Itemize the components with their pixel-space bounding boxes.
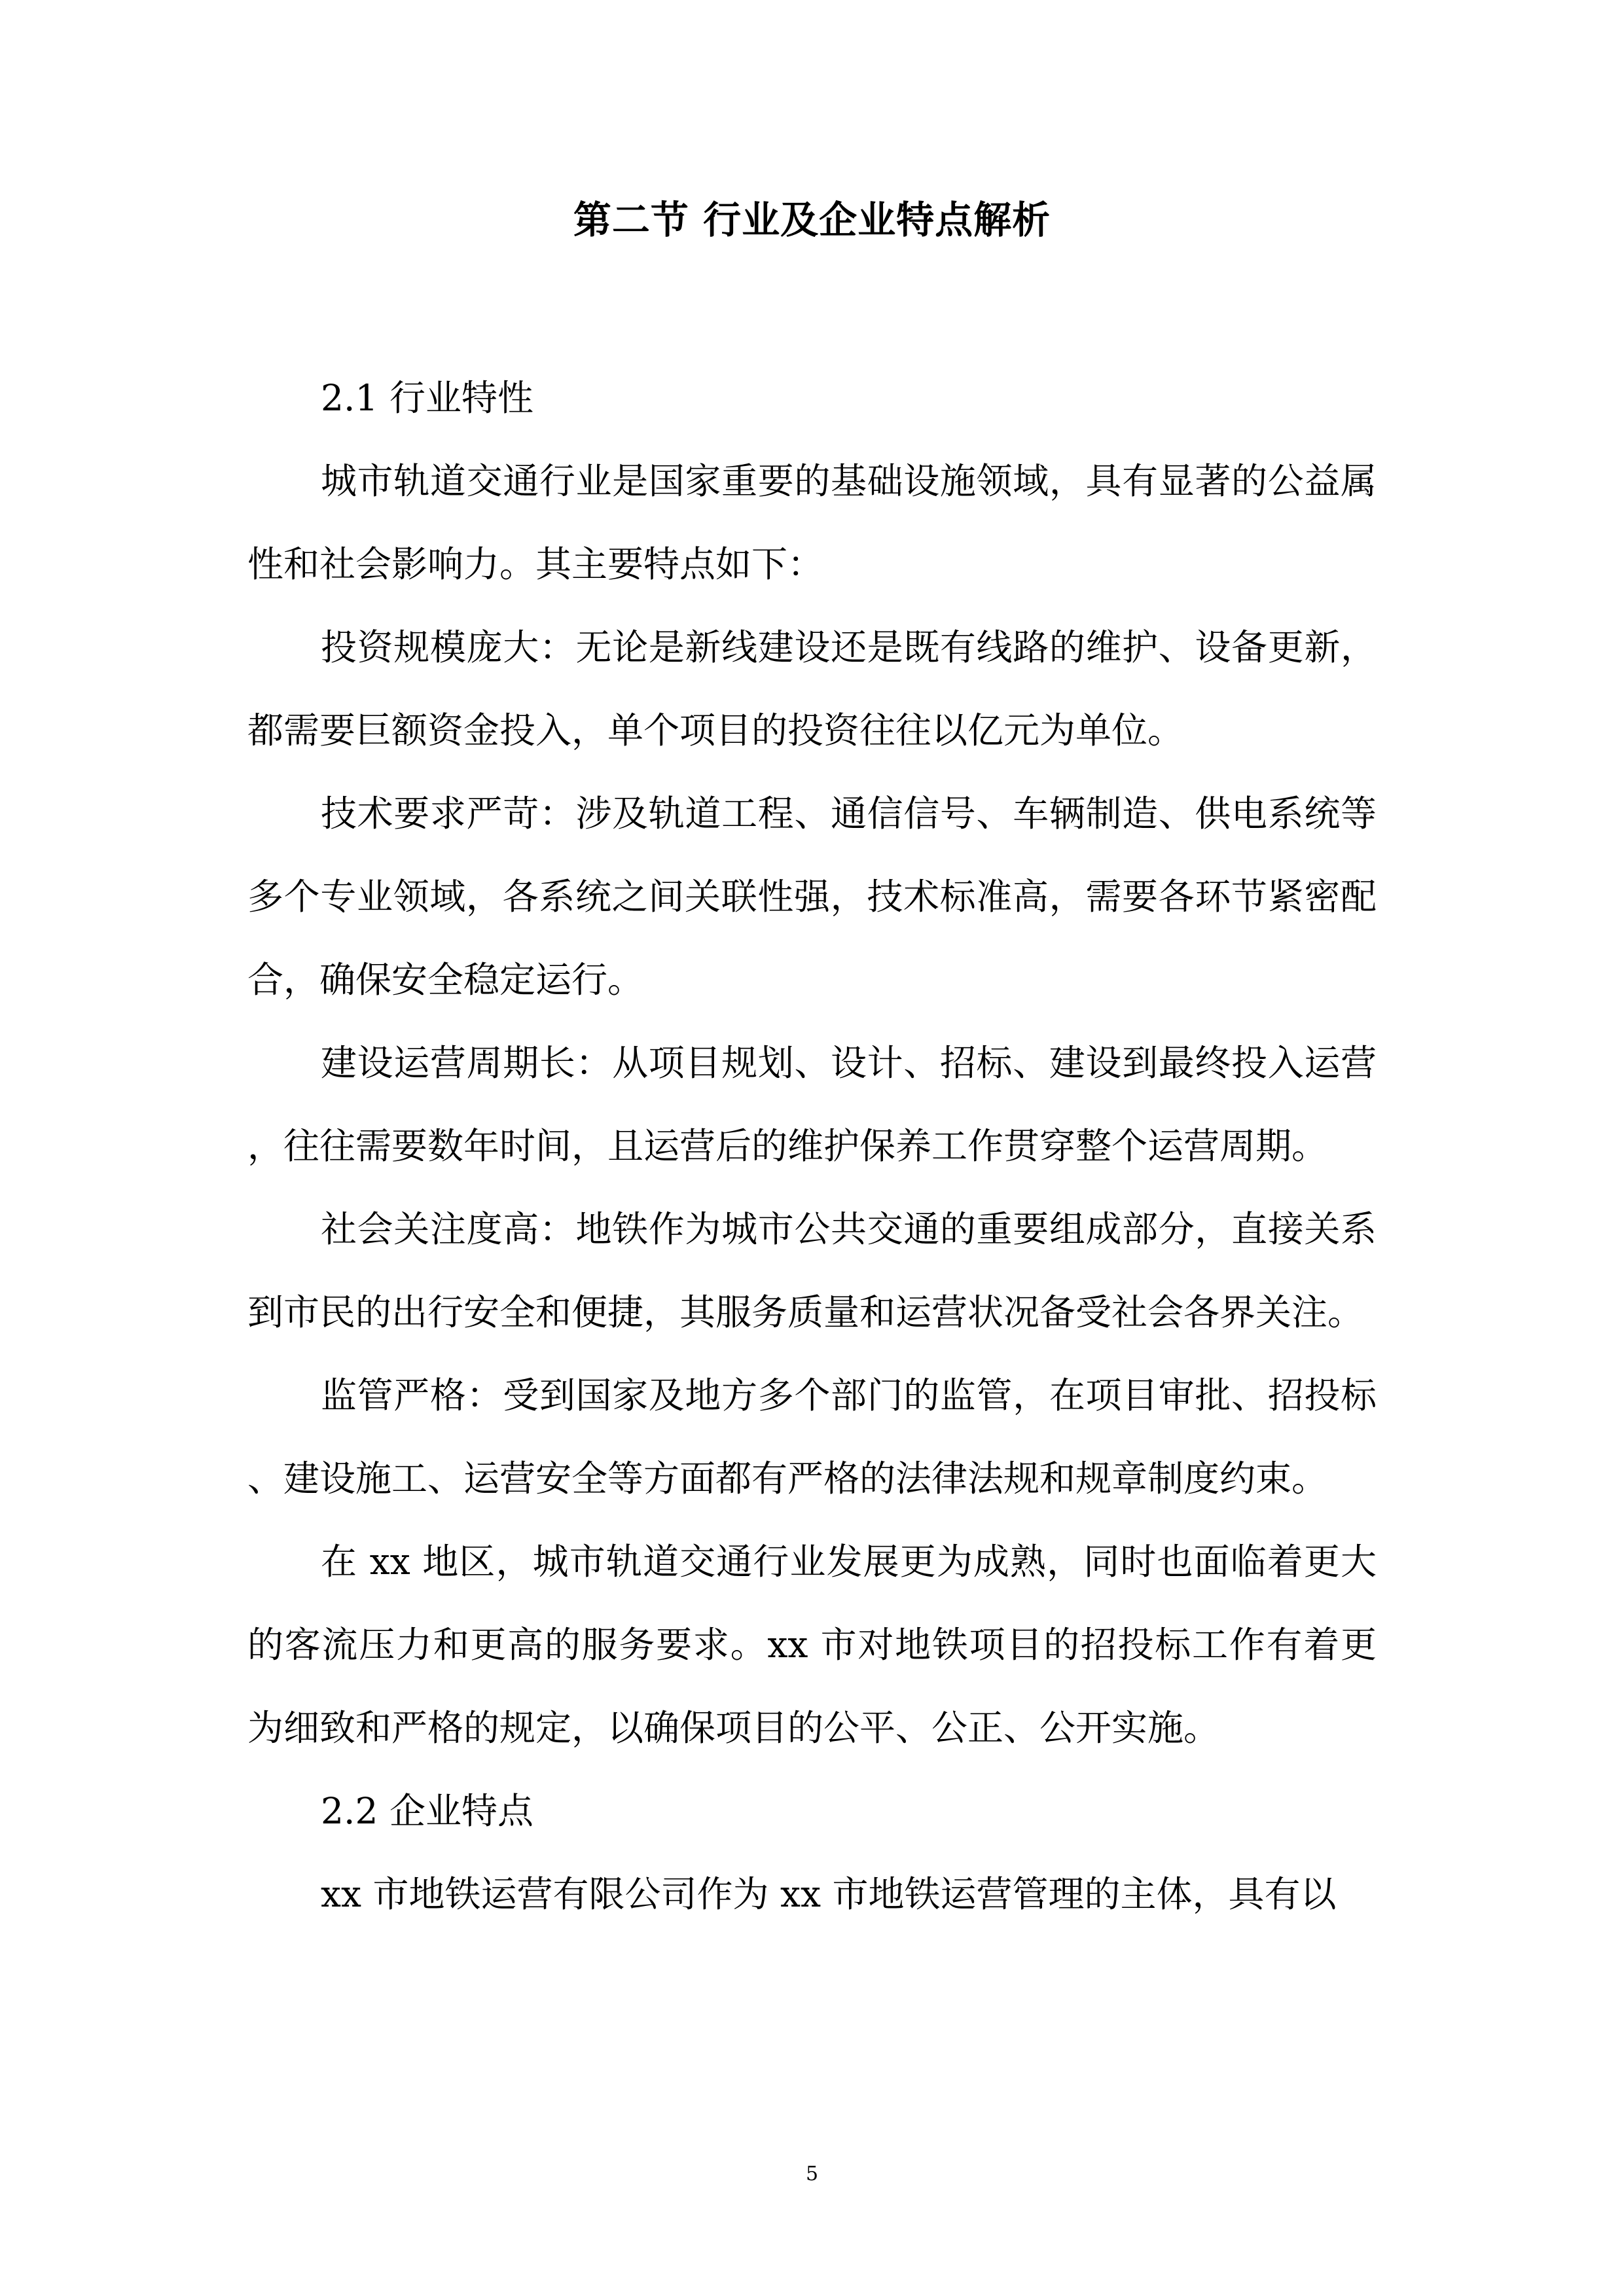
paragraph-investment: 投资规模庞大：无论是新线建设还是既有线路的维护、设备更新，都需要巨额资金投入，单个项目的投资往往以亿元为单位。 — [247, 626, 1377, 751]
paragraph-cycle: 建设运营周期长：从项目规划、设计、招标、建设到最终投入运营，往往需要数年时间，且运营后的维护保养工作贯穿整个运营周期。 — [247, 1042, 1377, 1167]
paragraph-regional: 在 xx 地区，城市轨道交通行业发展更为成熟，同时也面临着更大的客流压力和更高的服务要求。xx 市对地铁项目的招投标工作有着更为细致和严格的规定，以确保项目的公平、公正、公开实施。 — [247, 1541, 1377, 1749]
paragraph-social-attention: 社会关注度高：地铁作为城市公共交通的重要组成部分，直接关系到市民的出行安全和便捷，其服务质量和运营状况备受社会各界关注。 — [247, 1208, 1377, 1333]
paragraph-company: xx 市地铁运营有限公司作为 xx 市地铁运营管理的主体，具有以 — [321, 1873, 1337, 1915]
paragraph-intro: 城市轨道交通行业是国家重要的基础设施领域，具有显著的公益属性和社会影响力。其主要特点如下： — [247, 460, 1377, 585]
paragraph-technical: 技术要求严苛：涉及轨道工程、通信信号、车辆制造、供电系统等多个专业领域，各系统之间关联性强，技术标准高，需要各环节紧密配合，确保安全稳定运行。 — [247, 793, 1377, 1001]
subsection-heading-2-1: 2.1 行业特性 — [321, 377, 533, 419]
page-number: 5 — [805, 2162, 819, 2185]
document-body — [247, 357, 1377, 1936]
subsection-heading-2-2: 2.2 企业特点 — [321, 1790, 533, 1832]
paragraph-regulation: 监管严格：受到国家及地方多个部门的监管，在项目审批、招投标、建设施工、运营安全等方面都有严格的法律法规和规章制度约束。 — [247, 1374, 1377, 1499]
section-title: 第二节 行业及企业特点解析 — [573, 198, 1051, 242]
